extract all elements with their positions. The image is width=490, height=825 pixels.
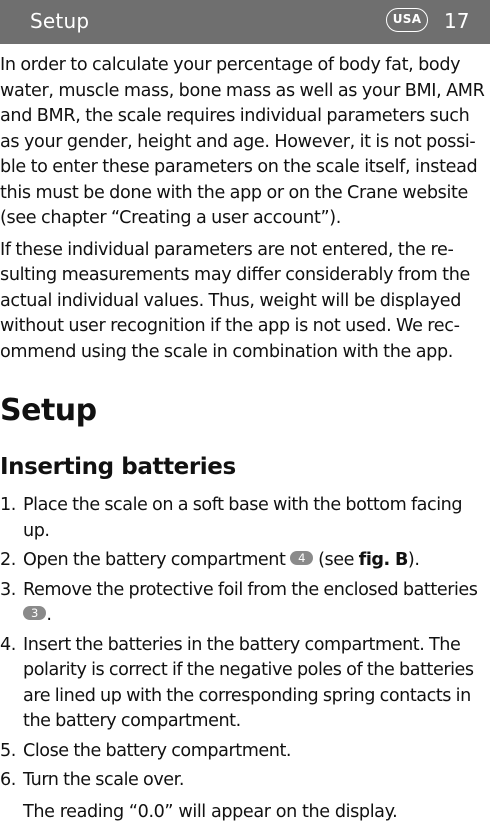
step-result: The reading “0.0” will appear on the display. bbox=[0, 800, 490, 825]
intro-paragraph-2: If these individual parameters are not entered, the re-sulting measurements may differ considerably from the actual individual values. Thus, weight will be displayed without user recognition if the app is not used. We rec-ommend using the scale in combination with the app. bbox=[0, 238, 490, 366]
step-text: Open the battery compartment bbox=[23, 550, 285, 570]
header-title: Setup bbox=[30, 7, 89, 35]
step-item bbox=[0, 633, 490, 735]
step-item bbox=[0, 578, 490, 629]
step-item bbox=[0, 739, 490, 765]
section-title: Setup bbox=[0, 391, 490, 431]
step-number: 3. bbox=[0, 578, 16, 604]
step-text: ). bbox=[408, 550, 420, 570]
step-item bbox=[0, 548, 490, 574]
figure-reference: fig. B bbox=[359, 550, 408, 570]
steps-list bbox=[0, 493, 490, 794]
page-content bbox=[0, 53, 490, 825]
part-reference-badge: 3 bbox=[23, 606, 46, 620]
part-reference-badge: 4 bbox=[290, 551, 313, 565]
step-item bbox=[0, 493, 490, 544]
step-number: 6. bbox=[0, 768, 16, 794]
step-number: 1. bbox=[0, 493, 16, 519]
step-text: (see bbox=[318, 550, 359, 570]
step-text: Insert the batteries in the battery compartment. The polarity is correct if the negative poles of the batteries are lined up with the corresponding spring contacts in the battery compartment. bbox=[23, 635, 474, 732]
step-number: 5. bbox=[0, 739, 16, 765]
page-number: 17 bbox=[444, 7, 469, 35]
section-subtitle: Inserting batteries bbox=[0, 451, 490, 483]
step-number: 2. bbox=[0, 548, 16, 574]
page-header bbox=[0, 0, 490, 44]
step-item bbox=[0, 768, 490, 794]
step-text: Close the battery compartment. bbox=[23, 741, 291, 761]
step-text: Remove the protective foil from the enclosed batteries bbox=[23, 580, 478, 600]
step-text: Turn the scale over. bbox=[23, 770, 184, 790]
country-badge: USA bbox=[386, 8, 428, 32]
step-text: Place the scale on a soft base with the bottom facing up. bbox=[23, 495, 462, 541]
step-number: 4. bbox=[0, 633, 16, 659]
step-text: . bbox=[46, 605, 51, 625]
intro-paragraph-1: In order to calculate your percentage of body fat, body water, muscle mass, bone mass as well as your BMI, AMR and BMR, the scale requires individual parameters such as your gender, height and age. However, it is not possi-ble to enter these parameters on the scale itself, instead this must be done with the app or on the Crane website (see chapter “Creating a user account”). bbox=[0, 53, 490, 232]
